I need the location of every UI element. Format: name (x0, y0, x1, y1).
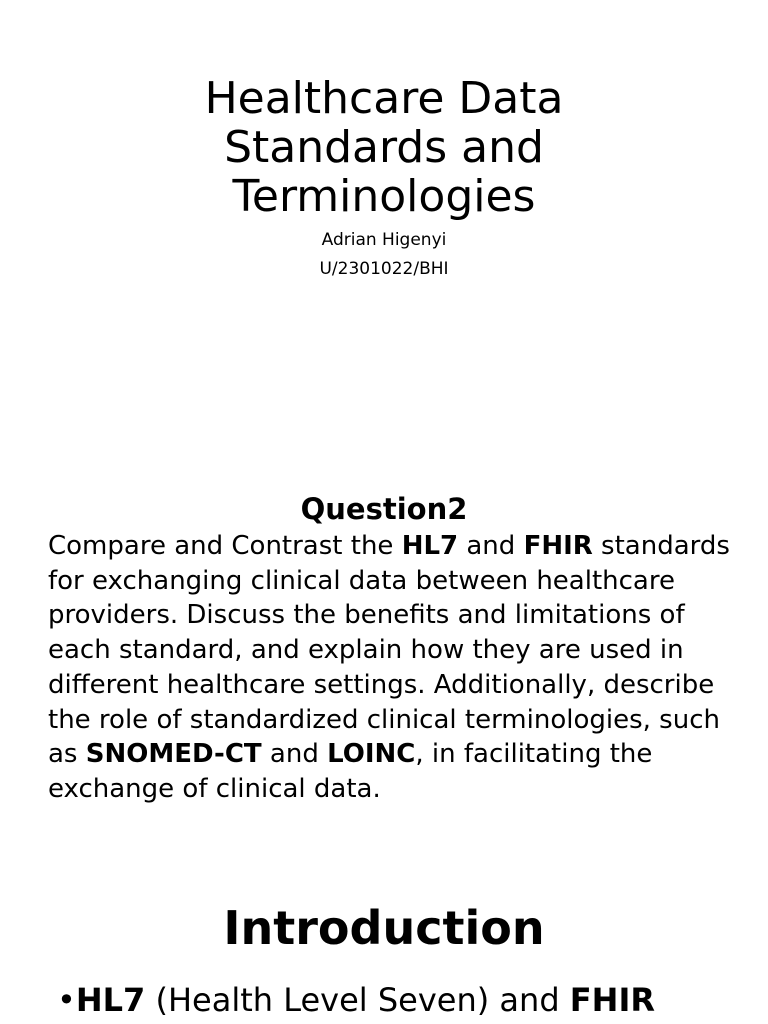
introduction-bullet (57, 980, 757, 1020)
question-heading: Question2 (300, 492, 468, 526)
question-term-loinc: LOINC (327, 739, 416, 770)
question-term-hl7: HL7 (401, 531, 459, 561)
question-text-segment: , in facilitating the exchange of clinical data. (48, 739, 653, 804)
question-term-snomed: SNOMED-CT (85, 739, 262, 770)
bullet-term-fhir: FHIR (569, 981, 655, 1019)
author-name: Adrian Higenyi (321, 230, 447, 250)
question-text (48, 529, 738, 807)
question-text-segment: and (458, 531, 524, 561)
slide-title (0, 74, 768, 221)
title-line-3: Terminologies (232, 171, 536, 222)
student-id: U/2301022/BHI (319, 259, 449, 279)
title-line-1: Healthcare Data (204, 73, 564, 124)
bullet-text: (Health Level Seven) and (145, 981, 570, 1019)
introduction-heading: Introduction (223, 901, 545, 955)
bullet-term-hl7: HL7 (75, 981, 146, 1019)
question-text-segment: standards for exchanging clinical data between healthcare providers. Discuss the benefits and limitations of each standard, and explain how they are used in different healthcare settings. Additionally, describe the role of standardized clinical terminologies, such as (48, 531, 730, 770)
bullet-marker: • (57, 981, 76, 1019)
title-line-2: Standards and (224, 122, 544, 173)
question-text-segment: Compare and Contrast the (48, 531, 402, 561)
question-text-segment: and (261, 739, 328, 770)
question-term-fhir: FHIR (523, 531, 593, 561)
